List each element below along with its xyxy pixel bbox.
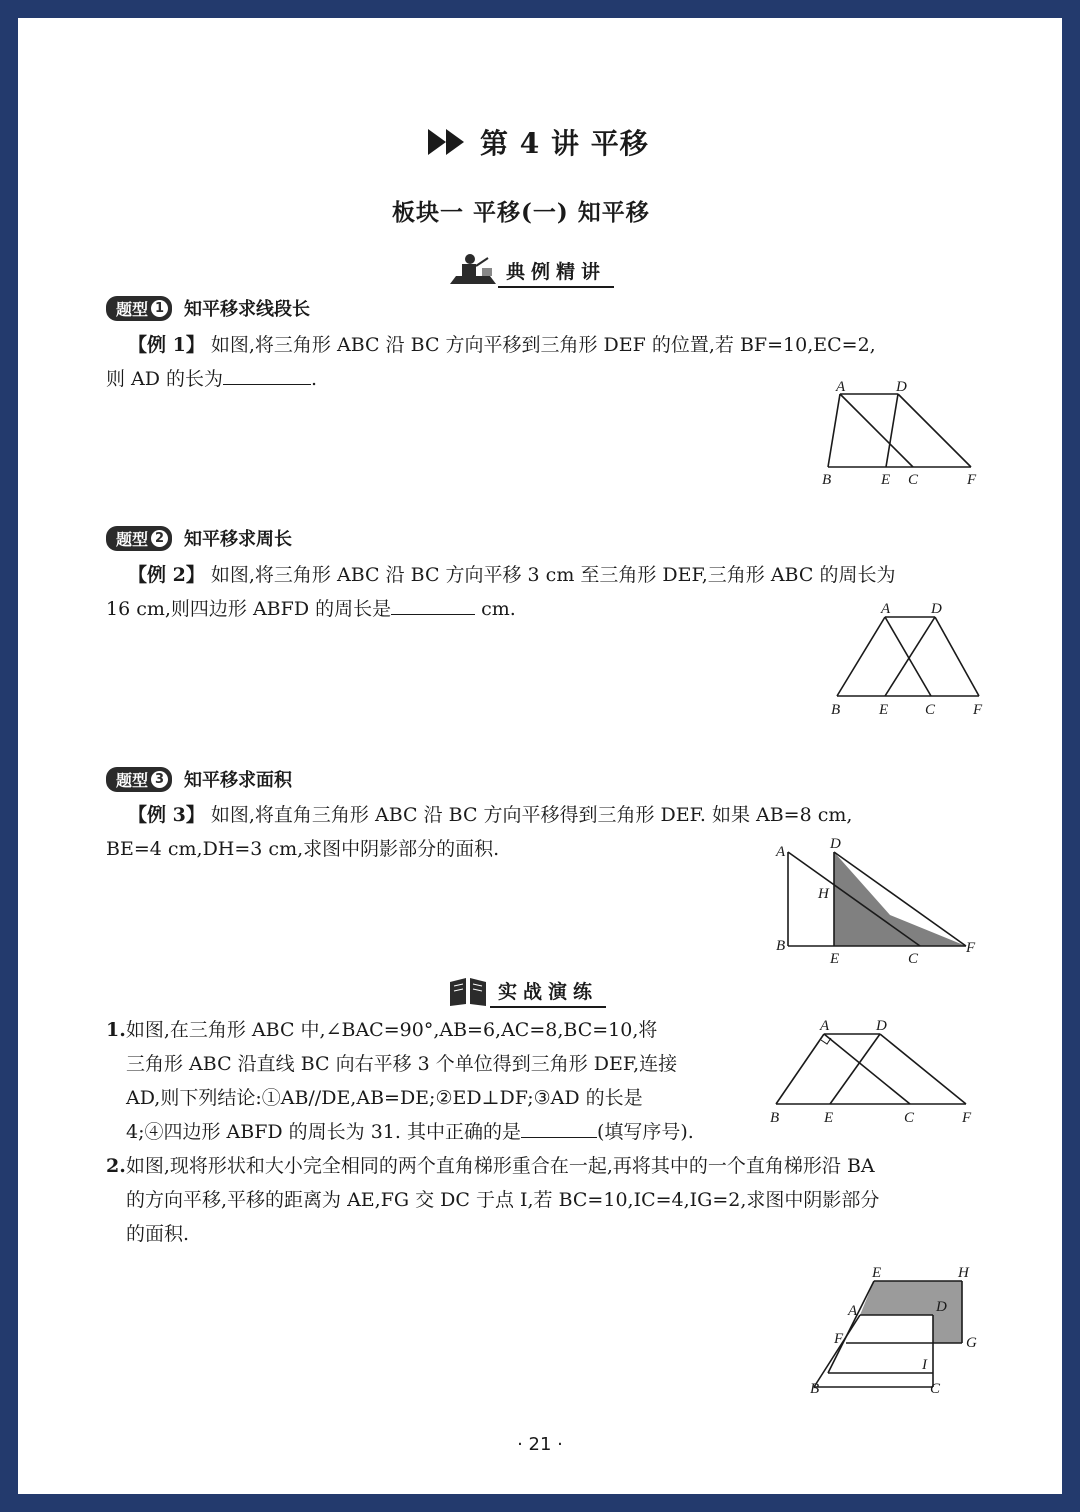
example-3-line-1: 【例 3】 如图,将直角三角形 ABC 沿 BC 方向平移得到三角形 DEF. 如果 AB=8 cm,: [128, 804, 853, 826]
fig4-label: E: [824, 1110, 834, 1126]
type-badge: 题型 1: [106, 296, 172, 321]
figure-4: [766, 1018, 978, 1128]
page: [18, 18, 1062, 1494]
fig2-label: C: [925, 702, 936, 718]
fig2-label: D: [931, 603, 942, 617]
chapter-heading: [426, 122, 649, 162]
practice-banner: [446, 972, 606, 1008]
problem-1-line-2: 三角形 ABC 沿直线 BC 向右平移 3 个单位得到三角形 DEF,连接: [126, 1053, 678, 1075]
fig1-label: F: [967, 472, 977, 488]
fig3-label: E: [830, 951, 840, 967]
fig2-label: B: [831, 702, 841, 718]
type-3-title: 知平移求面积: [184, 770, 293, 791]
double-arrow-icon: [426, 127, 466, 157]
fig4-label: B: [770, 1110, 780, 1126]
type-2-header: [106, 524, 292, 552]
fig4-label: F: [962, 1110, 972, 1126]
answer-blank[interactable]: [521, 1115, 597, 1138]
problem-2-line-2: 的方向平移,平移的距离为 AE,FG 交 DC 于点 I,若 BC=10,IC=4,IG=2,求图中阴影部分: [126, 1189, 880, 1211]
fig4-label: D: [876, 1018, 887, 1034]
fig2-label: F: [973, 702, 983, 718]
fig3-label: C: [908, 951, 919, 967]
examples-banner-text: 典例精讲: [498, 257, 614, 288]
figure-3: [770, 836, 980, 971]
fig1-label: D: [896, 379, 907, 395]
problem-2-line-3: 的面积.: [126, 1223, 190, 1245]
book-icon: [446, 972, 490, 1008]
type-1-title: 知平移求线段长: [184, 299, 311, 320]
example-3-line-2: BE=4 cm,DH=3 cm,求图中阴影部分的面积.: [106, 838, 500, 860]
fig5-label: E: [872, 1265, 882, 1281]
type-3-header: [106, 765, 292, 793]
fig3-label: B: [776, 938, 786, 954]
fig5-label: B: [810, 1381, 820, 1397]
fig5-label: F: [834, 1331, 844, 1347]
example-1-line-1: 【例 1】 如图,将三角形 ABC 沿 BC 方向平移到三角形 DEF 的位置,若 BF=10,EC=2,: [128, 334, 876, 356]
fig3-label: H: [818, 886, 829, 902]
fig5-label: H: [958, 1265, 969, 1281]
fig1-label: A: [836, 379, 846, 395]
page-number: · 21 ·: [517, 1434, 563, 1455]
example-1-line-2: 则 AD 的长为 .: [106, 362, 317, 396]
figure-5: [796, 1263, 1006, 1398]
fig3-label: F: [966, 940, 976, 956]
problem-1-line-4: 4;④四边形 ABFD 的周长为 31. 其中正确的是 (填写序号).: [126, 1115, 694, 1149]
practice-banner-text: 实战演练: [490, 977, 606, 1008]
examples-banner: [446, 250, 614, 288]
fig4-label: C: [904, 1110, 915, 1126]
problem-2-line-1: 2.如图,现将形状和大小完全相同的两个直角梯形重合在一起,再将其中的一个直角梯形沿 BA: [106, 1155, 875, 1177]
problem-1-line-3: AD,则下列结论:①AB//DE,AB=DE;②ED⊥DF;③AD 的长是: [126, 1087, 643, 1109]
fig5-label: C: [930, 1381, 941, 1397]
fig5-label: D: [936, 1299, 947, 1315]
answer-blank[interactable]: [223, 362, 311, 385]
fig1-label: B: [822, 472, 832, 488]
chapter-title: 第 4 讲 平移: [480, 127, 649, 160]
fig5-label: G: [966, 1335, 977, 1351]
fig2-label: E: [879, 702, 889, 718]
fig4-label: A: [820, 1018, 830, 1034]
type-1-header: [106, 294, 310, 322]
fig5-label: A: [848, 1303, 858, 1319]
problem-1-line-1: 1.如图,在三角形 ABC 中,∠BAC=90°,AB=6,AC=8,BC=10,将: [106, 1019, 658, 1041]
example-2-line-1: 【例 2】 如图,将三角形 ABC 沿 BC 方向平移 3 cm 至三角形 DEF,三角形 ABC 的周长为: [128, 564, 896, 586]
type-badge: 题型 2: [106, 526, 172, 551]
figure-1: [808, 378, 988, 493]
fig1-label: C: [908, 472, 919, 488]
section-title: 板块一 平移(一) 知平移: [392, 199, 650, 226]
figure-2: [823, 603, 993, 718]
type-2-title: 知平移求周长: [184, 529, 293, 550]
fig3-label: D: [830, 836, 841, 852]
teacher-desk-icon: [446, 250, 498, 288]
fig2-label: A: [881, 603, 891, 617]
type-badge: 题型 3: [106, 767, 172, 792]
fig5-label: I: [922, 1357, 927, 1373]
fig3-label: A: [776, 844, 786, 860]
example-2-line-2: 16 cm,则四边形 ABFD 的周长是 cm.: [106, 592, 516, 626]
answer-blank[interactable]: [391, 592, 475, 615]
fig1-label: E: [881, 472, 891, 488]
